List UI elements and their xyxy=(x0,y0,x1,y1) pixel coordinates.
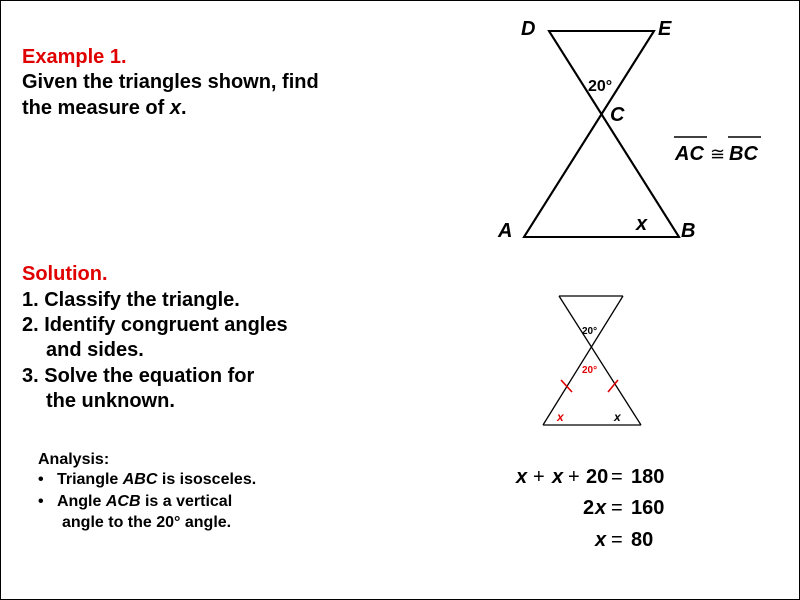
eq2-2: 2 xyxy=(583,497,595,519)
small-diagram xyxy=(543,296,641,425)
small-angle-bottom: 20° xyxy=(582,365,598,376)
small-diag-1 xyxy=(559,296,641,425)
analysis-b1-text: Triangle xyxy=(56,471,123,488)
bowtie-outline xyxy=(524,31,679,237)
solution-step-2a: 2. Identify congruent angles xyxy=(22,314,288,336)
analysis-b2-text: Angle xyxy=(56,493,106,510)
eq1-x1: x xyxy=(516,466,528,488)
example-variable-x: x xyxy=(169,97,181,119)
analysis-bullet-2-line-2: angle to the 20° angle. xyxy=(62,514,232,531)
congruence-bc: BC xyxy=(729,143,758,165)
analysis-b2-post: is a vertical xyxy=(140,493,233,510)
eq1-180: 180 xyxy=(631,466,665,488)
small-diag-2 xyxy=(543,296,623,425)
label-d: D xyxy=(521,18,536,40)
label-x-main: x xyxy=(636,213,648,235)
congruence-symbol: ≅ xyxy=(710,144,726,164)
example-title: Example 1. xyxy=(22,46,127,68)
angle-20-main: 20° xyxy=(588,78,613,95)
eq1-plus2: + xyxy=(568,466,580,488)
solution-step-3a: 3. Solve the equation for xyxy=(22,365,255,387)
congruence-ac: AC xyxy=(675,143,704,165)
segment-ea xyxy=(524,31,654,237)
eq2-equals: = xyxy=(611,497,623,519)
solution-title: Solution. xyxy=(22,263,108,285)
label-e: E xyxy=(658,18,672,40)
equations xyxy=(515,466,664,551)
eq3-80: 80 xyxy=(631,529,654,551)
analysis-b2-var: ACB xyxy=(105,493,141,510)
analysis-title: Analysis: xyxy=(38,451,110,468)
bullet-dot: • xyxy=(38,471,44,488)
eq3-x: x xyxy=(595,529,607,551)
eq1-x2: x xyxy=(552,466,564,488)
solution-step-3b: the unknown. xyxy=(46,390,175,412)
label-b: B xyxy=(681,220,696,242)
main-diagram xyxy=(497,18,761,242)
label-c: C xyxy=(610,104,625,126)
small-x-left: x xyxy=(557,410,564,424)
eq2-160: 160 xyxy=(631,497,665,519)
small-x-right: x xyxy=(614,410,621,424)
example-line-2-text: the measure of xyxy=(22,97,170,119)
example-line-1: Given the triangles shown, find xyxy=(22,71,319,93)
solution-step-1: 1. Classify the triangle. xyxy=(22,289,240,311)
small-angle-top: 20° xyxy=(582,326,598,337)
eq2-x: x xyxy=(595,497,607,519)
solution-step-2b: and sides. xyxy=(46,339,144,361)
bullet-dot: • xyxy=(38,493,44,510)
label-a: A xyxy=(498,220,513,242)
segment-db xyxy=(549,31,679,237)
eq1-plus1: + xyxy=(533,466,545,488)
analysis-b1-var: ABC xyxy=(122,471,158,488)
analysis-b1-post: is isosceles. xyxy=(157,471,257,488)
eq1-20: 20 xyxy=(586,466,609,488)
eq3-equals: = xyxy=(611,529,623,551)
eq1-equals: = xyxy=(611,466,623,488)
example-line-2-period: . xyxy=(180,97,187,119)
